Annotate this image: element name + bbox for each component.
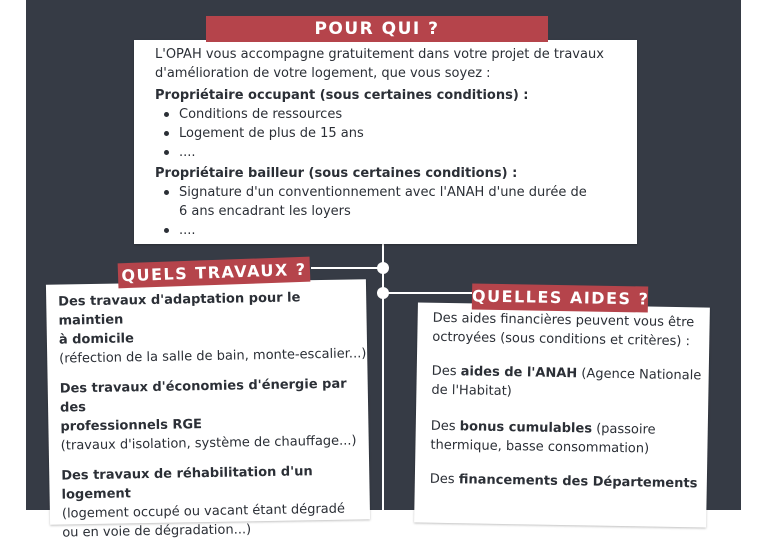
travaux-heading: Des travaux d'économies d'énergie par des [59, 376, 347, 416]
travaux-detail: ou en voie de dégradation...) [62, 522, 252, 541]
list-item: .... [155, 143, 637, 162]
aides-prefix: Des [429, 471, 459, 488]
travaux-item-adaptation [58, 287, 367, 368]
aides-item-anah [431, 362, 709, 405]
travaux-item-rehabilitation [61, 461, 370, 542]
aides-anah-bold: aides de l'ANAH [460, 364, 578, 382]
aides-prefix: Des [431, 363, 461, 380]
travaux-heading: à domicile [58, 331, 135, 348]
list-item: Logement de plus de 15 ans [155, 124, 637, 143]
travaux-item-energie [60, 374, 369, 455]
bailleur-list [155, 183, 637, 240]
list-item: Conditions de ressources [155, 105, 637, 124]
pour-qui-intro-line-2: d'amélioration de votre logement, que vous soyez : [155, 66, 491, 81]
quels-travaux-card [46, 279, 370, 541]
aides-prefix: Des [430, 418, 460, 435]
aides-bonus-rest-line-2: thermique, basse consommation) [430, 437, 650, 457]
travaux-heading: professionnels RGE [60, 417, 203, 435]
connector-dot-top [377, 262, 389, 274]
list-item [155, 183, 637, 221]
poster-background [26, 0, 741, 541]
connector-dot-bottom [377, 287, 389, 299]
aides-item-bonus [430, 417, 708, 460]
travaux-detail: (logement occupé ou vacant étant dégradé [61, 501, 346, 522]
quels-travaux-banner: QUELS TRAVAUX ? [118, 257, 311, 289]
aides-item-financements [430, 470, 707, 494]
list-item: .... [155, 221, 637, 240]
pour-qui-card [134, 40, 637, 244]
connector-horizontal-right [382, 292, 472, 294]
quelles-aides-card [414, 302, 710, 527]
aides-anah-rest-line-2: de l'Habitat) [431, 382, 512, 400]
bailleur-item-line-2: 6 ans encadrant les loyers [179, 204, 351, 219]
occupant-heading: Propriétaire occupant (sous certaines conditions) : [155, 88, 529, 103]
travaux-heading: Des travaux de réhabilitation d'un [61, 464, 313, 484]
travaux-detail: (réfection de la salle de bain, monte-escalier...) [59, 346, 367, 367]
aides-intro-line-1: Des aides financières peuvent vous être [432, 310, 695, 331]
travaux-heading: Des travaux d'adaptation pour le maintien [58, 290, 301, 329]
aides-anah-rest: (Agence Nationale [577, 366, 702, 384]
connector-horizontal-left [311, 267, 384, 269]
bailleur-heading: Propriétaire bailleur (sous certaines conditions) : [155, 166, 518, 181]
pour-qui-intro-line-1: L'OPAH vous accompagne gratuitement dans votre projet de travaux [155, 47, 604, 62]
bailleur-item-line-1: Signature d'un conventionnement avec l'ANAH d'une durée de [179, 185, 587, 200]
quelles-aides-banner: QUELLES AIDES ? [472, 283, 648, 312]
pour-qui-banner: POUR QUI ? [206, 16, 548, 42]
aides-bonus-bold: bonus cumulables [459, 419, 593, 437]
occupant-list [155, 105, 637, 162]
aides-bonus-rest: (passoire [591, 421, 656, 438]
aides-intro-line-2: octroyées (sous conditions et critères) : [432, 329, 691, 350]
travaux-heading: logement [61, 486, 132, 503]
aides-financements-bold: financements des Départements [458, 472, 698, 492]
travaux-detail: (travaux d'isolation, système de chauffage...) [60, 433, 357, 454]
connector-vertical-line [382, 240, 384, 510]
